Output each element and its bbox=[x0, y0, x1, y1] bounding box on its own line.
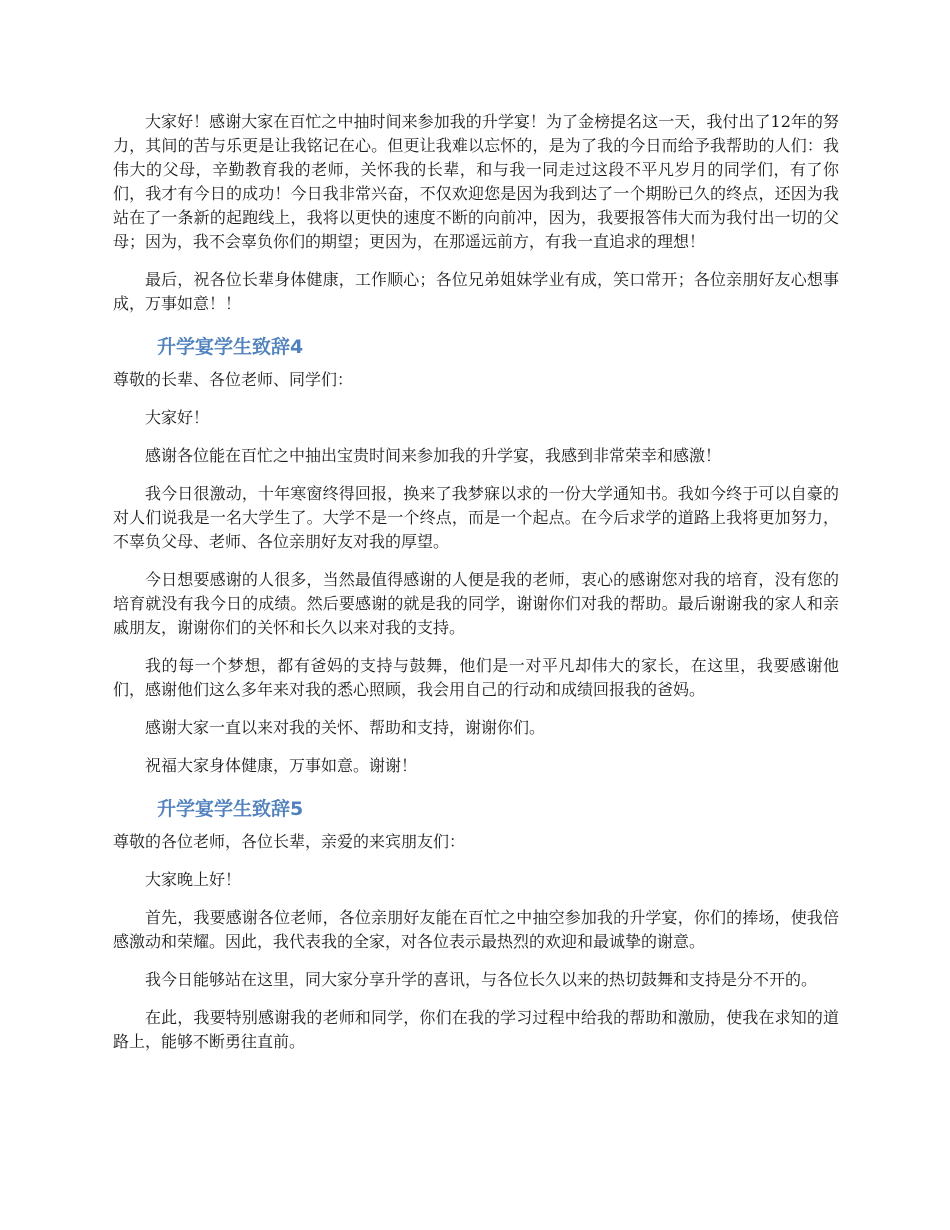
paragraph: 大家好！ bbox=[145, 408, 210, 427]
greeting-line: 尊敬的长辈、各位老师、同学们： bbox=[113, 370, 354, 389]
paragraph: 我今日能够站在这里，同大家分享升学的喜讯，与各位长久以来的热切鼓舞和支持是分不开的。 bbox=[145, 970, 818, 989]
paragraph: 今日想要感谢的人很多，当然最值得感谢的人便是我的老师，衷心的感谢您对我的培育，没有您的培育就没有我今日的成绩。然后要感谢的就是我的同学，谢谢你们对我的帮助。最后谢谢我的家人和亲戚朋友，谢谢你们的关怀和长久以来对我的支持。 bbox=[113, 570, 839, 637]
section-heading-4: 升学宴学生致辞4 bbox=[157, 336, 304, 358]
paragraph: 大家好！感谢大家在百忙之中抽时间来参加我的升学宴！为了金榜提名这一天，我付出了12年的努力，其间的苦与乐更是让我铭记在心。但更让我难以忘怀的，是为了我的今日而给予我帮助的人们：我伟大的父母，辛勤教育我的老师，关怀我的长辈，和与我一同走过这段不平凡岁月的同学们，有了你们，我才有今日的成功！今日我非常兴奋，不仅欢迎您是因为我到达了一个期盼已久的终点，还因为我站在了一条新的起跑线上，我将以更快的速度不断的向前冲，因为，我要报答伟大而为我付出一切的父母；因为，我不会辜负你们的期望；更因为，在那遥远前方，有我一直追求的理想！ bbox=[113, 112, 839, 251]
document-page bbox=[113, 110, 839, 1068]
paragraph: 我今日很激动，十年寒窗终得回报，换来了我梦寐以求的一份大学通知书。我如今终于可以自豪的对人们说我是一名大学生了。大学不是一个终点，而是一个起点。在今后求学的道路上我将更加努力，不辜负父母、老师、各位亲朋好友对我的厚望。 bbox=[113, 484, 839, 551]
paragraph: 我的每一个梦想，都有爸妈的支持与鼓舞，他们是一对平凡却伟大的家长，在这里，我要感谢他们，感谢他们这么多年来对我的悉心照顾，我会用自己的行动和成绩回报我的爸妈。 bbox=[113, 656, 839, 699]
paragraph: 最后，祝各位长辈身体健康，工作顺心；各位兄弟姐妹学业有成，笑口常开；各位亲朋好友心想事成，万事如意！！ bbox=[113, 270, 839, 313]
paragraph: 祝福大家身体健康，万事如意。谢谢！ bbox=[145, 756, 418, 775]
paragraph: 感谢各位能在百忙之中抽出宝贵时间来参加我的升学宴，我感到非常荣幸和感激！ bbox=[145, 446, 722, 465]
paragraph: 大家晚上好！ bbox=[145, 870, 242, 889]
paragraph: 感谢大家一直以来对我的关怀、帮助和支持，谢谢你们。 bbox=[145, 718, 546, 737]
paragraph: 首先，我要感谢各位老师，各位亲朋好友能在百忙之中抽空参加我的升学宴，你们的捧场，使我倍感激动和荣耀。因此，我代表我的全家，对各位表示最热烈的欢迎和最诚挚的谢意。 bbox=[113, 908, 839, 951]
section-heading-5: 升学宴学生致辞5 bbox=[157, 798, 304, 820]
paragraph: 在此，我要特别感谢我的老师和同学，你们在我的学习过程中给我的帮助和激励，使我在求知的道路上，能够不断勇往直前。 bbox=[113, 1008, 839, 1051]
greeting-line: 尊敬的各位老师，各位长辈，亲爱的来宾朋友们： bbox=[113, 832, 466, 851]
